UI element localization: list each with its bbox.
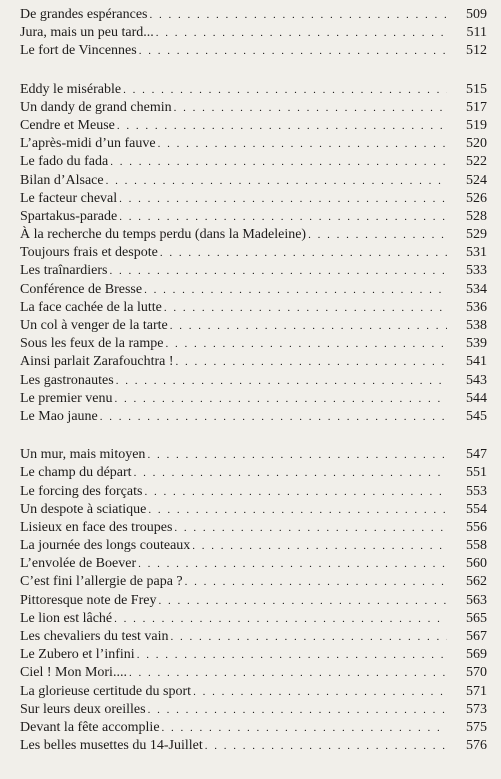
toc-entry-page-number: 563 <box>466 592 487 608</box>
toc-entry <box>20 153 487 171</box>
dot-leader <box>158 592 447 610</box>
toc-entry-page-number: 511 <box>466 25 487 41</box>
toc-entry-title: Pittoresque note de Frey <box>20 592 157 608</box>
dot-leader <box>148 701 447 719</box>
toc-entry-page-number: 573 <box>466 701 487 717</box>
toc-entry-page-number: 520 <box>466 136 487 152</box>
toc-entry-title: La glorieuse certitude du sport <box>20 683 192 699</box>
toc-entry-title: Le Zubero et l’infini <box>20 647 135 663</box>
toc-entry <box>20 664 487 682</box>
toc-group <box>20 446 487 755</box>
toc-entry-page-number: 517 <box>466 99 487 115</box>
toc-entry-page-number: 509 <box>466 7 487 22</box>
toc-entry <box>20 6 487 24</box>
toc-entry-title: Spartakus-parade <box>20 208 118 224</box>
toc-entry <box>20 99 487 117</box>
toc-entry-page-number: 541 <box>466 354 487 370</box>
table-of-contents <box>20 6 487 755</box>
toc-entry-page-number: 538 <box>466 318 487 333</box>
toc-entry-title: Ainsi parlait Zarafouchtra ! <box>20 354 174 370</box>
dot-leader <box>119 190 447 208</box>
dot-leader <box>160 244 447 262</box>
toc-entry-page-number: 543 <box>466 372 487 388</box>
toc-entry <box>20 317 487 335</box>
dot-leader <box>116 372 447 390</box>
dot-leader <box>110 153 447 171</box>
toc-entry <box>20 501 487 519</box>
toc-entry <box>20 299 487 317</box>
toc-entry-title: Eddy le misérable <box>20 81 122 97</box>
toc-entry-title: Sous les feux de la rampe <box>20 336 164 352</box>
toc-entry <box>20 335 487 353</box>
toc-entry-page-number: 524 <box>466 172 487 188</box>
toc-entry <box>20 446 487 464</box>
toc-entry <box>20 408 487 426</box>
toc-entry-title: Les chevaliers du test vain <box>20 629 169 644</box>
toc-entry-title: Toujours frais et despote <box>20 245 158 261</box>
dot-leader <box>176 353 447 371</box>
toc-entry <box>20 190 487 208</box>
dot-leader <box>138 555 447 573</box>
toc-entry-page-number: 553 <box>466 483 487 499</box>
toc-entry <box>20 573 487 591</box>
dot-leader <box>144 483 447 501</box>
toc-entry-title: Le facteur cheval <box>20 190 118 206</box>
toc-entry-page-number: 528 <box>466 208 487 224</box>
toc-entry-title: Sur leurs deux oreilles <box>20 701 146 717</box>
dot-leader <box>205 737 447 755</box>
toc-entry <box>20 135 487 153</box>
toc-entry <box>20 24 487 42</box>
toc-entry <box>20 81 487 99</box>
toc-entry-page-number: 534 <box>466 281 487 297</box>
toc-entry-page-number: 539 <box>466 336 487 352</box>
toc-entry <box>20 244 487 262</box>
dot-leader <box>192 537 447 555</box>
dot-leader <box>174 519 447 537</box>
toc-entry <box>20 464 487 482</box>
toc-entry-title: Le fort de Vincennes <box>20 43 137 59</box>
toc-entry-page-number: 554 <box>466 501 487 517</box>
dot-leader <box>171 628 447 646</box>
dot-leader <box>117 117 447 135</box>
toc-entry-title: L’envolée de Boever <box>20 556 137 572</box>
toc-entry-title: Le fado du fada <box>20 154 109 170</box>
toc-entry-page-number: 558 <box>466 538 487 554</box>
toc-entry-page-number: 562 <box>466 574 487 590</box>
toc-entry <box>20 555 487 573</box>
toc-entry <box>20 610 487 628</box>
toc-entry-page-number: 551 <box>466 465 487 481</box>
toc-entry-title: De grandes espérances <box>20 7 148 22</box>
dot-leader <box>185 573 447 591</box>
dot-leader <box>137 646 447 664</box>
toc-entry <box>20 628 487 646</box>
toc-entry <box>20 683 487 701</box>
toc-entry <box>20 372 487 390</box>
dot-leader <box>115 390 447 408</box>
toc-entry-page-number: 526 <box>466 190 487 206</box>
dot-leader <box>119 208 447 226</box>
toc-entry <box>20 737 487 755</box>
toc-entry <box>20 537 487 555</box>
toc-entry-page-number: 544 <box>466 390 487 406</box>
dot-leader <box>150 6 448 24</box>
dot-leader <box>158 135 447 153</box>
dot-leader <box>164 299 447 317</box>
toc-entry-page-number: 515 <box>466 81 487 97</box>
toc-entry-page-number: 575 <box>466 719 487 735</box>
toc-entry-title: Un mur, mais mitoyen <box>20 447 146 463</box>
toc-entry-title: Les traînardiers <box>20 263 108 279</box>
toc-entry-title: Cendre et Meuse <box>20 117 115 133</box>
toc-entry-title: À la recherche du temps perdu (dans la Madeleine) <box>20 227 307 243</box>
toc-entry-title: Bilan d’Alsace <box>20 172 104 188</box>
dot-leader <box>165 335 447 353</box>
dot-leader <box>139 42 447 60</box>
toc-entry <box>20 483 487 501</box>
toc-entry <box>20 281 487 299</box>
toc-entry-title: Un despote à sciatique <box>20 501 147 517</box>
dot-leader <box>170 317 447 335</box>
dot-leader <box>174 99 447 117</box>
dot-leader <box>114 610 447 628</box>
toc-group <box>20 81 487 427</box>
toc-entry-page-number: 536 <box>466 299 487 315</box>
toc-entry-title: L’après-midi d’un fauve <box>20 136 156 152</box>
dot-leader <box>148 501 447 519</box>
toc-entry-title: Les belles musettes du 14-Juillet <box>20 738 203 754</box>
toc-entry-title: Devant la fête accomplie <box>20 719 160 735</box>
toc-entry <box>20 353 487 371</box>
dot-leader <box>144 281 447 299</box>
toc-entry-title: La journée des longs couteaux <box>20 538 191 554</box>
toc-entry <box>20 646 487 664</box>
toc-entry-title: Un col à venger de la tarte <box>20 318 168 333</box>
toc-entry-title: Le champ du départ <box>20 465 132 481</box>
toc-entry <box>20 719 487 737</box>
toc-entry-page-number: 569 <box>466 647 487 663</box>
toc-entry-page-number: 547 <box>466 447 487 463</box>
toc-entry-page-number: 556 <box>466 519 487 535</box>
toc-entry <box>20 519 487 537</box>
toc-entry-title: La face cachée de la lutte <box>20 299 162 315</box>
toc-entry-title: Le premier venu <box>20 390 113 406</box>
dot-leader <box>156 24 447 42</box>
toc-entry-title: Le Mao jaune <box>20 408 98 424</box>
dot-leader <box>106 172 447 190</box>
dot-leader <box>162 719 447 737</box>
toc-entry <box>20 390 487 408</box>
toc-entry-page-number: 529 <box>466 227 487 243</box>
toc-group <box>20 6 487 61</box>
toc-entry-page-number: 519 <box>466 117 487 133</box>
toc-entry-title: Un dandy de grand chemin <box>20 99 172 115</box>
toc-entry-page-number: 560 <box>466 556 487 572</box>
toc-entry <box>20 42 487 60</box>
dot-leader <box>134 464 447 482</box>
dot-leader <box>123 81 447 99</box>
toc-entry-page-number: 531 <box>466 245 487 261</box>
toc-entry <box>20 208 487 226</box>
dot-leader <box>129 664 447 682</box>
toc-entry-title: Le lion est lâché <box>20 610 113 626</box>
toc-entry <box>20 226 487 244</box>
toc-entry <box>20 262 487 280</box>
toc-entry <box>20 592 487 610</box>
toc-entry-page-number: 533 <box>466 263 487 279</box>
toc-entry <box>20 701 487 719</box>
dot-leader <box>308 226 447 244</box>
toc-entry-title: C’est fini l’allergie de papa ? <box>20 574 183 590</box>
toc-entry-title: Les gastronautes <box>20 372 114 388</box>
toc-entry-page-number: 565 <box>466 610 487 626</box>
toc-entry-page-number: 571 <box>466 683 487 699</box>
toc-entry-page-number: 576 <box>466 738 487 754</box>
toc-entry-title: Conférence de Bresse <box>20 281 143 297</box>
toc-entry-title: Jura, mais un peu tard... <box>20 25 154 41</box>
dot-leader <box>147 446 447 464</box>
toc-entry-page-number: 570 <box>466 665 487 681</box>
toc-entry-title: Le forcing des forçats <box>20 483 143 499</box>
toc-entry-title: Ciel ! Mon Mori.... <box>20 665 127 681</box>
toc-entry-page-number: 512 <box>466 43 487 59</box>
toc-entry-page-number: 545 <box>466 408 487 424</box>
dot-leader <box>109 262 447 280</box>
toc-entry-title: Lisieux en face des troupes <box>20 519 173 535</box>
dot-leader <box>193 683 447 701</box>
toc-entry-page-number: 567 <box>466 629 487 644</box>
toc-entry <box>20 172 487 190</box>
dot-leader <box>100 408 447 426</box>
toc-entry-page-number: 522 <box>466 154 487 170</box>
toc-entry <box>20 117 487 135</box>
